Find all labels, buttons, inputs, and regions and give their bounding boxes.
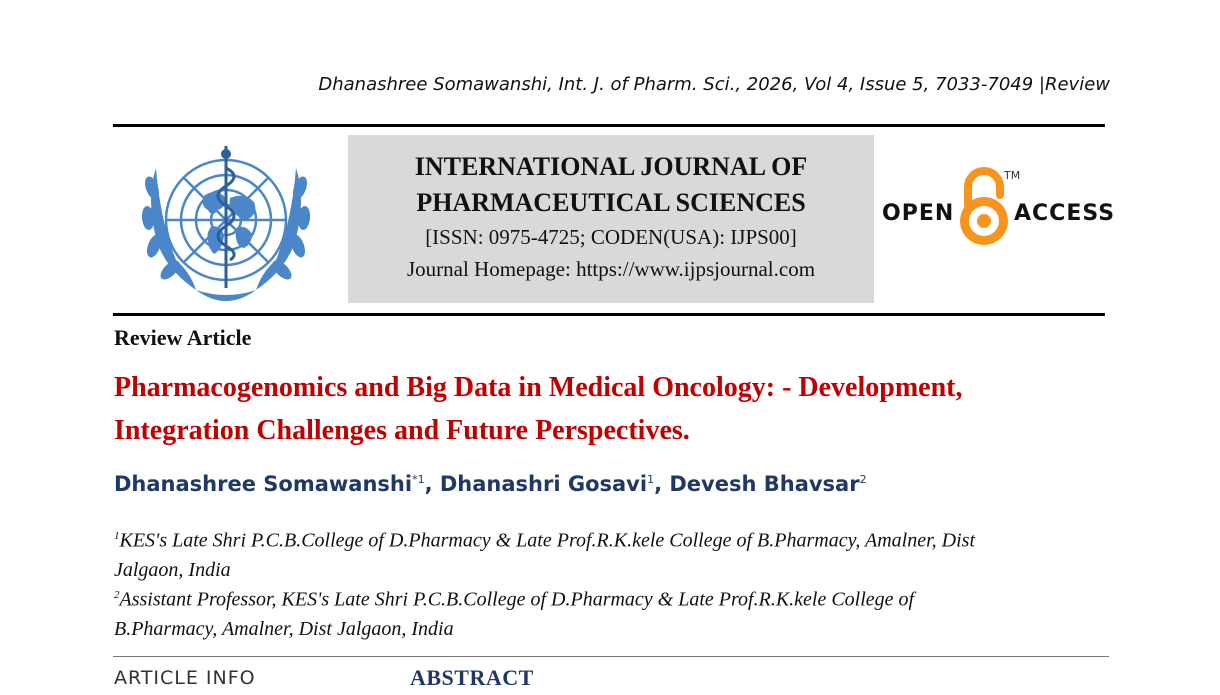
article-info-heading: ARTICLE INFO (114, 667, 256, 689)
author-name: Dhanashree Somawanshi (114, 472, 413, 496)
article-type: Review Article (114, 325, 252, 350)
open-access-logo (880, 165, 1116, 253)
paper-title-line-2: Integration Challenges and Future Perspectives. (114, 415, 690, 446)
paper-title-line-1: Pharmacogenomics and Big Data in Medical Oncology: - Development, (114, 372, 963, 403)
author-name: Dhanashri Gosavi (439, 472, 648, 496)
journal-issn: [ISSN: 0975-4725; CODEN(USA): IJPS00] (425, 225, 797, 249)
open-access-open-text: OPEN (882, 201, 955, 226)
affiliation-text: KES's Late Shri P.C.B.College of D.Pharmacy & Late Prof.R.K.kele College of B.Pharmacy, Amalner, Dist (119, 529, 975, 552)
abstract-heading: ABSTRACT (410, 665, 534, 690)
open-access-tm: TM (1004, 169, 1021, 182)
affiliation-marker: 1 (114, 530, 120, 542)
affiliation-text: Jalgaon, India (114, 558, 231, 581)
header-top-rule (113, 124, 1105, 127)
author-affiliation-marker: *1 (412, 473, 425, 486)
journal-title-line-2: PHARMACEUTICAL SCIENCES (416, 188, 806, 217)
affiliation-text: B.Pharmacy, Amalner, Dist Jalgaon, India (114, 617, 454, 640)
affiliation-2 (114, 581, 1104, 644)
running-head: Dhanashree Somawanshi, Int. J. of Pharm. Sci., 2026, Vol 4, Issue 5, 7033-7049 |Review (318, 74, 1110, 95)
author-affiliation-marker: 2 (859, 473, 867, 486)
affiliation-text: Assistant Professor, KES's Late Shri P.C.B.College of D.Pharmacy & Late Prof.R.K.kele College of (119, 588, 915, 611)
author-affiliation-marker: 1 (647, 473, 655, 486)
author-list: Dhanashree Somawanshi$^{*1}$, Dhanashri Gosavi$^1$, Devesh Bhavsar$^2$ (114, 472, 867, 496)
journal-masthead-box (348, 135, 874, 303)
affiliation-1 (114, 522, 1104, 585)
affiliation-marker: 2 (114, 589, 120, 601)
journal-homepage: Journal Homepage: https://www.ijpsjournal.com (406, 257, 816, 281)
un-world-health-emblem-icon (126, 138, 326, 308)
header-bottom-rule (113, 313, 1105, 316)
author-name: Devesh Bhavsar (669, 472, 860, 496)
paper-title (114, 366, 1114, 452)
journal-title-line-1: INTERNATIONAL JOURNAL OF (414, 152, 808, 181)
open-access-access-text: ACCESS (1014, 201, 1116, 226)
article-info-rule (113, 656, 1109, 657)
